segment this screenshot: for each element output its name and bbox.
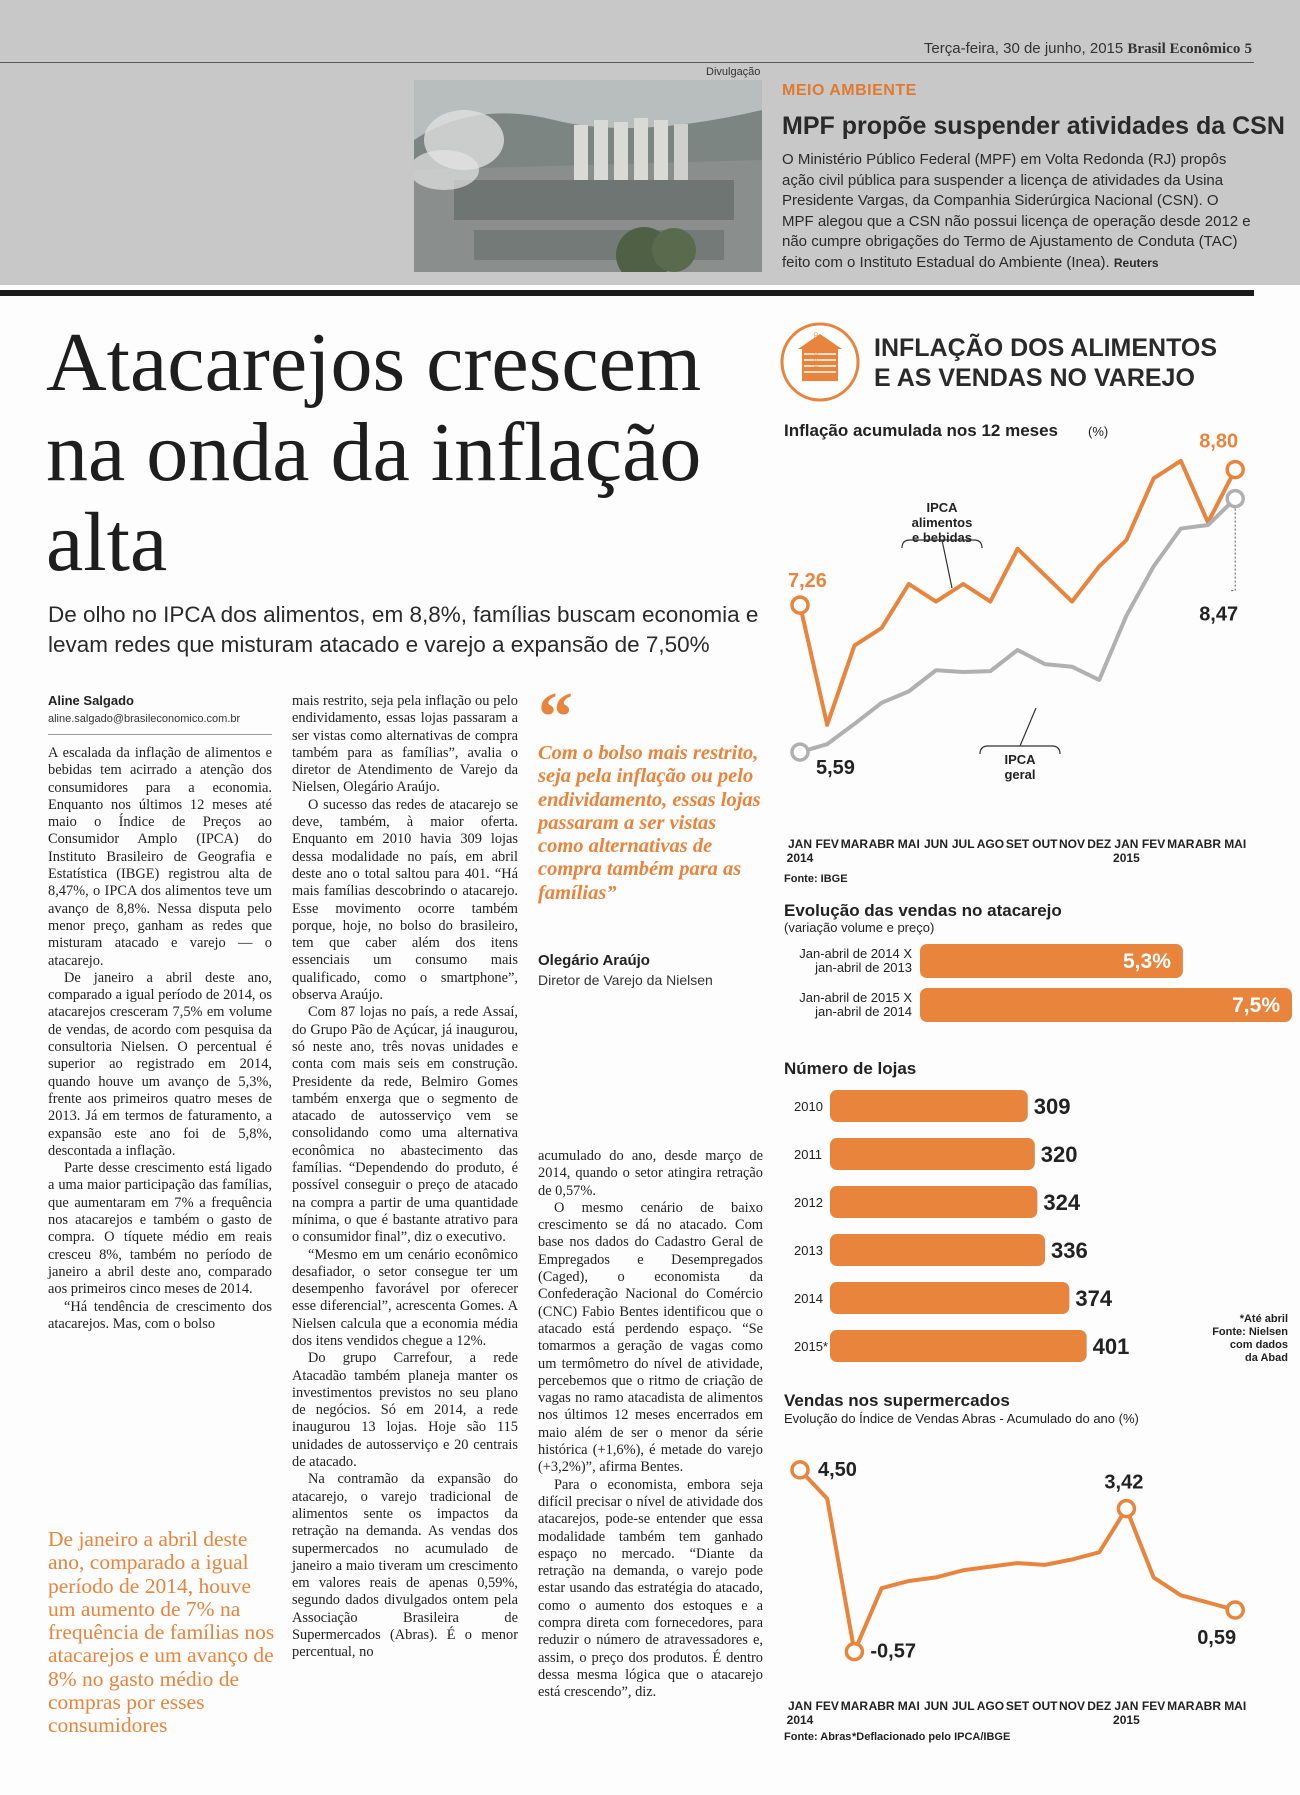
bar (830, 1138, 1035, 1170)
article-headline: Atacarejos crescem na onda da inflação alta (46, 316, 702, 589)
bar-category-label: 2015* (794, 1339, 828, 1354)
series-line-alimentos (800, 461, 1235, 725)
series-tag-bracket (980, 708, 1060, 754)
series-tag: e bebidas (912, 530, 972, 545)
infographic (780, 322, 1300, 1772)
tick-label: JAN (787, 837, 813, 851)
tick-label: 2014 (786, 1713, 814, 1727)
tick-label: MAI (1224, 1699, 1247, 1713)
bar-value-label: 336 (1051, 1238, 1088, 1263)
tick-label: SET (1005, 1699, 1030, 1713)
series-line-abras (800, 1470, 1235, 1652)
data-point (1118, 1501, 1134, 1517)
series-tag-bracket (902, 540, 982, 588)
author-name: Aline Salgado (48, 693, 134, 708)
bar-category-label: Jan-abril de 2015 X (799, 990, 912, 1005)
article-subhead: De olho no IPCA dos alimentos, em 8,8%, famílias buscam economia e levam redes que misturam atacado e varejo a expansão de 7,50% (48, 602, 759, 657)
paragraph: Com 87 lojas no país, a rede Assaí, do Grupo Pão de Açúcar, já inaugurou, só neste ano, três novas unidades e conta com mais seis em construção. Presidente da rede, Belmiro Gomes também enxerga que o segmento de atacado de autosserviço vem se consolidando como uma alternativa econômica no abastecimento das famílias. “Dependendo do produto, é possível conseguir o preço de atacado na compra a partir de uma quantidade mínima, o que é bastante atrativo para o consumidor final”, diz o executivo. (292, 1004, 518, 1246)
paragraph: “Há tendência de crescimento dos atacarejos. Mas, com o bolso (48, 1298, 272, 1332)
tick-label: MAR (840, 1699, 869, 1713)
value-label: 4,50 (818, 1458, 857, 1481)
paragraph: O sucesso das redes de atacarejo se deve, também, à maior oferta. Enquanto em 2010 havia 309 lojas dessa modalidade no país, em abril deste ano o total saltou para 401. “Há mais famílias descobrindo o atacarejo. Esse movimento ocorre também porque, hoje, no bolso do brasileiro, tem que caber além dos itens essenciais um consumo mais qualificado, como o smartphone”, observa Araújo. (292, 796, 518, 1004)
chart-atacarejo-sales (784, 901, 1292, 1022)
tick-label: MAI (897, 1699, 920, 1713)
top-story-source: Reuters (1113, 255, 1159, 270)
chart-title: Inflação acumulada nos 12 meses (784, 421, 1059, 440)
chart-store-count (784, 1059, 1288, 1364)
paragraph: Na contramão da expansão do atacarejo, o varejo tradicional de alimentos sente os impactos da retração na demanda. As vendas dos supermercados no acumulado de janeiro a maio tiveram um crescimento em valores reais de apenas 0,59%, segundo dados divulgados ontem pela Associação Brasileira de Supermercados (Abras). É o menor percentual, no (292, 1471, 518, 1661)
tick-label: MAR (1167, 1699, 1195, 1713)
value-label: 7,26 (788, 570, 827, 593)
series-tag: IPCA (926, 500, 958, 515)
article-column-3 (538, 1148, 763, 1702)
tick-label: DEZ (1087, 1699, 1112, 1713)
value-label: 8,80 (1199, 430, 1239, 453)
chart-subtitle: Evolução do Índice de Vendas Abras - Acumulado do ano (%) (784, 1411, 1139, 1426)
bar (830, 1234, 1045, 1266)
bar (830, 1090, 1028, 1122)
value-label: 8,47 (1199, 603, 1239, 626)
bar-value-label: 320 (1040, 1142, 1078, 1167)
series-tag: alimentos (911, 515, 973, 530)
bar (830, 1186, 1037, 1218)
chart-note: *Até abril (1239, 1313, 1288, 1325)
top-story-text: O Ministério Público Federal (MPF) em Volta Redonda (RJ) propôs ação civil pública para suspender a licença de atividades da Usina Presidente Vargas, da Companhia Siderúrgica Nacional (CSN). O MPF alegou que a CSN não possui licença de operação desde 2012 e não cumpre obrigações do Termo de Ajustamento de Conduta (TAC) feito com o Instituto Estadual do Ambiente (Inea). (782, 151, 1251, 271)
bar-category-label: 2010 (794, 1099, 823, 1114)
value-label: 5,59 (816, 757, 855, 780)
bar-value-label: 7,5% (1232, 994, 1280, 1017)
quote-mark-icon: “ (538, 679, 573, 756)
article-column-2 (292, 693, 518, 1662)
bar-category-label: 2013 (794, 1243, 823, 1258)
paragraph: mais restrito, seja pela inflação ou pelo endividamento, essas lojas passaram a ser vistas como alternativas de compra também para as famílias”, avalia o diretor de Atendimento de Varejo da Nielsen, Olegário Araújo. (292, 693, 518, 796)
tick-label: NOV (1058, 837, 1086, 851)
data-point (1227, 462, 1243, 478)
paragraph: O mesmo cenário de baixo crescimento se dá no atacado. Com base nos dados do Cadastro Geral de Empregados e Desempregados (Caged), o economista da Confederação Nacional do Comércio (CNC) Fabio Bentes identificou que o atacado está perdendo espaço. “Se tomarmos a geração de vagas como um termômetro do nível de atividade, percebemos que o ritmo de criação de vagas no ramo atacadista de alimentos nos últimos 12 meses encerrados em maio além de ser o menor da série histórica (+1,6%), é metade do varejo (+3,2%)”, afirma Bentes. (538, 1199, 763, 1476)
bar (830, 1282, 1069, 1314)
chart-source: Fonte: IBGE (784, 873, 848, 885)
chart-inflation (784, 421, 1246, 885)
chart-title-unit: (%) (1088, 424, 1109, 439)
page-header (924, 40, 1252, 58)
tick-label: ABR (868, 1699, 895, 1713)
value-label: -0,57 (870, 1640, 916, 1663)
tick-label: ABR (868, 837, 895, 851)
series-tag: geral (1004, 767, 1036, 782)
tick-label: 2015 (1113, 1713, 1140, 1727)
tick-label: JUN (923, 837, 949, 851)
value-label: 0,59 (1197, 1627, 1237, 1650)
tick-label: JAN (1114, 837, 1139, 851)
bar-category-label: jan-abril de 2013 (815, 960, 912, 975)
bar-value-label: 5,3% (1123, 950, 1171, 973)
tick-label: SET (1005, 837, 1030, 851)
tick-label: NOV (1058, 1699, 1086, 1713)
series-tag: IPCA (1004, 752, 1036, 767)
tick-label: FEV (1141, 1699, 1166, 1713)
paragraph: Para o economista, embora seja difícil precisar o nível de atividade dos atacarejos, pode-se entender que essa modalidade também tem ganhado espaço no mercado. “Diante da retração na demanda, o varejo pode estar usando das estratégia do atacado, como o aumento dos estoques e a compra direta com fornecedores, para reduzir o número de atravessadores e, assim, o preço dos produtos. É dentro dessa mesma lógica que o atacarejo está crescendo”, diz. (538, 1476, 763, 1701)
paragraph: acumulado do ano, desde março de 2014, quando o setor atingira retração de 0,57%. (538, 1148, 763, 1199)
bar-value-label: 401 (1092, 1334, 1130, 1359)
tick-label: AGO (976, 1699, 1005, 1713)
header-page-number: 5 (1244, 41, 1252, 57)
author-rule (48, 734, 272, 735)
tick-label: FEV (815, 837, 839, 851)
bar-category-label: 2011 (794, 1147, 822, 1162)
paragraph: Do grupo Carrefour, a rede Atacadão também planeja manter os investimentos previstos no seu plano de negócios. Só em 2014, a rede inaugurou 13 lojas. Hoje são 115 unidades de autosserviço e 20 centrais de atacado. (292, 1350, 518, 1471)
infographic-logo-icon (782, 324, 858, 400)
top-story-kicker: MEIO AMBIENTE (782, 82, 917, 99)
chart-note: *Deflacionado pelo IPCA/IBGE (852, 1731, 1011, 1743)
chart-title: Evolução das vendas no atacarejo (784, 901, 1062, 920)
bar-category-label: 2012 (794, 1195, 823, 1210)
tick-label: MAI (897, 837, 920, 851)
infographic-svg (780, 322, 1300, 1772)
chart-note: Fonte: Nielsen (1212, 1326, 1288, 1338)
chart-title: Número de lojas (784, 1059, 917, 1078)
bar-category-label: Jan-abril de 2014 X (799, 946, 912, 961)
chart-title: Vendas nos supermercados (784, 1391, 1010, 1410)
top-story-title: MPF propõe suspender atividades da CSN (782, 112, 1285, 140)
tick-label: JUL (951, 837, 975, 851)
tick-label: JAN (1114, 1699, 1139, 1713)
infographic-title-1: INFLAÇÃO DOS ALIMENTOS (874, 334, 1218, 362)
tick-label: MAI (1224, 837, 1247, 851)
chart-source: Fonte: Abras (784, 1731, 852, 1743)
value-label: 3,42 (1104, 1471, 1144, 1494)
data-point (792, 744, 808, 760)
section-rule (0, 290, 1254, 296)
tick-label: OUT (1032, 1699, 1058, 1713)
side-highlight: De janeiro a abril deste ano, comparado a igual período de 2014, houve um aumento de 7% na frequência de famílias nos atacarejos e um avanço de 8% no gasto médio de compras por esses consumidores (48, 1527, 275, 1738)
bar-value-label: 374 (1075, 1286, 1113, 1311)
header-rule (0, 62, 1254, 63)
pull-quote: Com o bolso mais restrito, seja pela inflação ou pelo endividamento, essas lojas passaram a ser vistas como alternativas de compra também para as famílias” (538, 742, 761, 904)
bar-category-label: jan-abril de 2014 (815, 1004, 912, 1019)
tick-label: DEZ (1087, 837, 1112, 851)
header-date: Terça-feira, 30 de junho, 2015 (923, 40, 1124, 57)
pull-quote-name: Olegário Araújo (538, 952, 650, 969)
article-column-1 (48, 745, 272, 1333)
tick-label: ABR (1195, 837, 1221, 851)
tick-label: AGO (976, 837, 1005, 851)
tick-label: JAN (787, 1699, 813, 1713)
logo-text: INFOGRÁFICO (814, 332, 820, 367)
bar (830, 1330, 1087, 1362)
tick-label: JUN (923, 1699, 949, 1713)
data-point (792, 597, 808, 613)
pull-quote-role: Diretor de Varejo da Nielsen (538, 972, 713, 988)
chart-supermarket-sales (784, 1391, 1246, 1743)
tick-label: MAR (840, 837, 869, 851)
tick-label: FEV (1141, 837, 1166, 851)
paragraph: A escalada da inflação de alimentos e bebidas tem acirrado a atenção dos consumidores para a economia. Enquanto nos últimos 12 meses até maio o Índice de Preços ao Consumidor Amplo (IPCA) do Instituto Brasileiro de Geografia e Estatística (IBGE) registrou alta de 8,47%, o IPCA dos alimentos teve um avanço de 8,8%. Nessa disputa pelo menor preço, ganham as redes que misturam atacado e varejo — o atacarejo. (48, 745, 272, 969)
leader-line (1229, 509, 1235, 591)
header-paper: Brasil Econômico (1127, 41, 1241, 57)
steel-plant-photo (414, 80, 762, 272)
bar-value-label: 324 (1043, 1190, 1081, 1215)
tick-label: MAR (1167, 837, 1195, 851)
paragraph: Parte desse crescimento está ligado a uma maior participação das famílias, que aumentaram em 7% a frequência nos atacarejos e também o gasto de compra. O tíquete médio em reais cresceu 8%, também no período de janeiro a abril deste ano, comparado aos primeiros cinco meses de 2014. (48, 1160, 272, 1298)
data-point (792, 1462, 808, 1478)
top-story-body (782, 150, 1252, 273)
bar-value-label: 309 (1033, 1094, 1071, 1119)
data-point (1227, 1602, 1243, 1618)
data-point (846, 1644, 862, 1660)
author-email: aline.salgado@brasileconomico.com.br (48, 713, 241, 725)
chart-subtitle: (variação volume e preço) (784, 920, 935, 935)
tick-label: 2014 (786, 851, 814, 865)
data-point (1227, 491, 1243, 507)
paragraph: De janeiro a abril deste ano, comparado a igual período de 2014, os atacarejos cresceram 7,5% em volume de vendas, de acordo com pesquisa da consultoria Nielsen. O percentual é superior ao registrado em 2014, quando houve um avanço de 5,3%, frente aos primeiros quatro meses de 2013. Já em termos de faturamento, a expansão este ano foi de 5,8%, descontada a inflação. (48, 969, 272, 1159)
tick-label: ABR (1195, 1699, 1221, 1713)
tick-label: 2015 (1113, 851, 1140, 865)
chart-note: com dados (1229, 1339, 1288, 1351)
tick-label: JUL (951, 1699, 975, 1713)
series-line-geral (800, 499, 1235, 752)
photo-credit: Divulgação (706, 66, 761, 78)
paragraph: “Mesmo em um cenário econômico desafiador, o setor consegue ter um desempenho favorável por oferecer esse diferencial”, acrescenta Gomes. A Nielsen calcula que a economia média dos itens vendidos chegue a 12%. (292, 1246, 518, 1349)
bar-category-label: 2014 (794, 1291, 823, 1306)
chart-note: da Abad (1245, 1352, 1288, 1364)
infographic-title-2: E AS VENDAS NO VAREJO (874, 364, 1195, 392)
tick-label: OUT (1032, 837, 1058, 851)
tick-label: FEV (815, 1699, 839, 1713)
